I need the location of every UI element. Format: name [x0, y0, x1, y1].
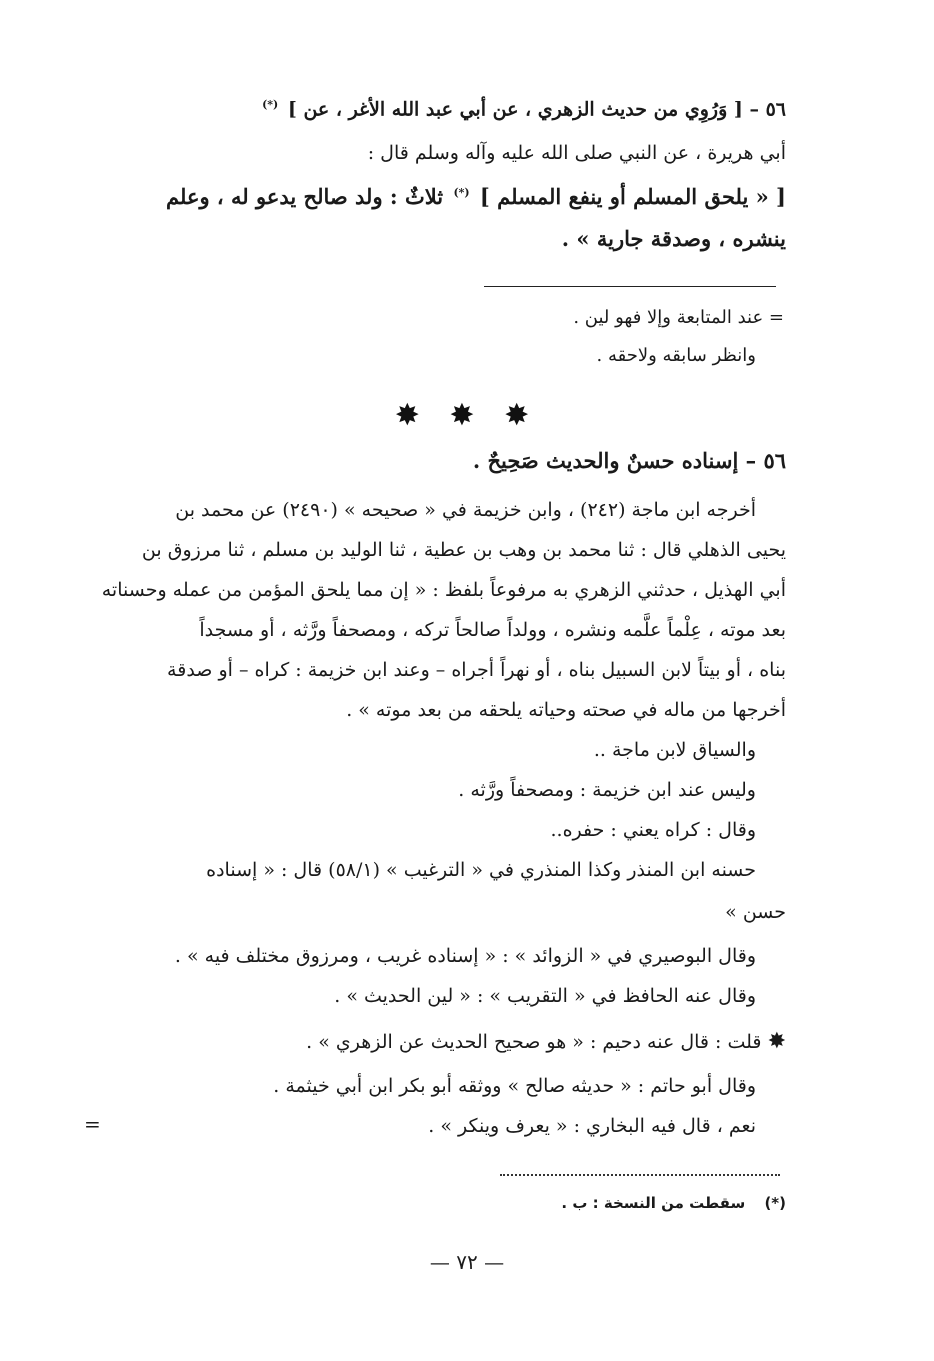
section-separator-stars: ✸ ✸ ✸ — [394, 398, 540, 433]
footnote-marker: (*) — [764, 1194, 786, 1212]
hadith-line-3-part-a: [ « يلحق المسلم أو ينفع المسلم ] — [479, 184, 786, 209]
commentary-p9: وقال أبو حاتم : « حديثه صالح » ووثقه أبو بكر ابن أبي خيثمة . — [273, 1075, 756, 1097]
footnote-marker: (*) — [262, 98, 279, 111]
hadith-line-1-text: ٥٦ – [ وَرُوِي من حديث الزهري ، عن أبي عبد الله الأغر ، عن ] — [287, 98, 786, 121]
footnote — [561, 1194, 786, 1212]
commentary-p1-line-6: أخرجها من ماله في صحته وحياته يلحقه من بعد موته » . — [346, 699, 786, 721]
commentary-p10: نعم ، قال فيه البخاري : « يعرف وينكر » . — [428, 1115, 756, 1137]
prev-note-line-1: = عند المتابعة وإلا فهو لين . — [573, 307, 784, 328]
commentary-p8 — [306, 1029, 786, 1055]
commentary-p1-line-3: أبي الهذيل ، حدثني الزهري به مرفوعاً بلفظ : « إن مما يلحق المؤمن من عمله وحسناته — [101, 579, 786, 601]
commentary-p7: وقال عنه الحافظ في « التقريب » : « لين الحديث » . — [334, 985, 756, 1007]
commentary-heading: ٥٦ – إسناده حسنٌ والحديث صَحِيحٌ . — [472, 448, 786, 473]
hadith-line-1 — [259, 92, 786, 122]
hadith-line-2: أبي هريرة ، عن النبي صلى الله عليه وآله وسلم قال : — [367, 142, 786, 164]
commentary-p8-text: قلت : قال عنه دحيم : « هو صحيح الحديث عن الزهري » . — [306, 1031, 762, 1053]
commentary-p1-line-1: أخرجه ابن ماجة (٢٤٢) ، وابن خزيمة في « صحيحه » (٢٤٩٠) عن محمد بن — [175, 499, 756, 521]
hadith-line-3-part-b: ثلاثٌ : ولد صالح يدعو له ، وعلم — [166, 184, 444, 209]
footnote-dotted-rule — [500, 1174, 780, 1176]
page-number: — ٧٢ — — [429, 1250, 505, 1274]
commentary-p1-line-4: بعد موته ، عِلْماً علَّمه ونشره ، وولداً صالحاً تركه ، ومصحفاً ورَّثه ، أو مسجداً — [199, 619, 786, 641]
commentary-p3: وليس عند ابن خزيمة : ومصحفاً ورَّثه . — [458, 779, 756, 801]
commentary-p2: والسياق لابن ماجة .. — [593, 739, 756, 761]
prev-note-line-2: وانظر سابقه ولاحقه . — [596, 345, 756, 366]
commentary-p4: وقال : كراه يعني : حفره.. — [550, 819, 756, 841]
footnote-separator-rule — [484, 286, 776, 287]
commentary-p5-line-1: حسنه ابن المنذر وكذا المنذري في « الترغيب » (٥٨/١) قال : « إسناده — [206, 859, 756, 881]
continuation-mark: = — [84, 1112, 101, 1136]
asterism-icon: ✸ — [767, 1029, 786, 1054]
hadith-line-4: ينشره ، وصدقة جارية » . — [561, 226, 786, 251]
commentary-p6: وقال البوصيري في « الزوائد » : « إسناده غريب ، ومرزوق مختلف فيه » . — [174, 945, 756, 967]
footnote-marker: (*) — [453, 186, 470, 199]
footnote-text: سقطت من النسخة : ب . — [561, 1194, 746, 1212]
hadith-line-3 — [166, 180, 786, 210]
commentary-p1-line-5: بناه ، أو بيتاً لابن السبيل بناه ، أو نهراً أجراه – وعند ابن خزيمة : كراه – أو صدقة — [167, 659, 786, 681]
commentary-p5-line-2: حسن » — [725, 901, 786, 923]
commentary-p1-line-2: يحيى الذهلي قال : ثنا محمد بن وهب بن عطية ، ثنا الوليد بن مسلم ، ثنا مرزوق بن — [141, 539, 786, 561]
